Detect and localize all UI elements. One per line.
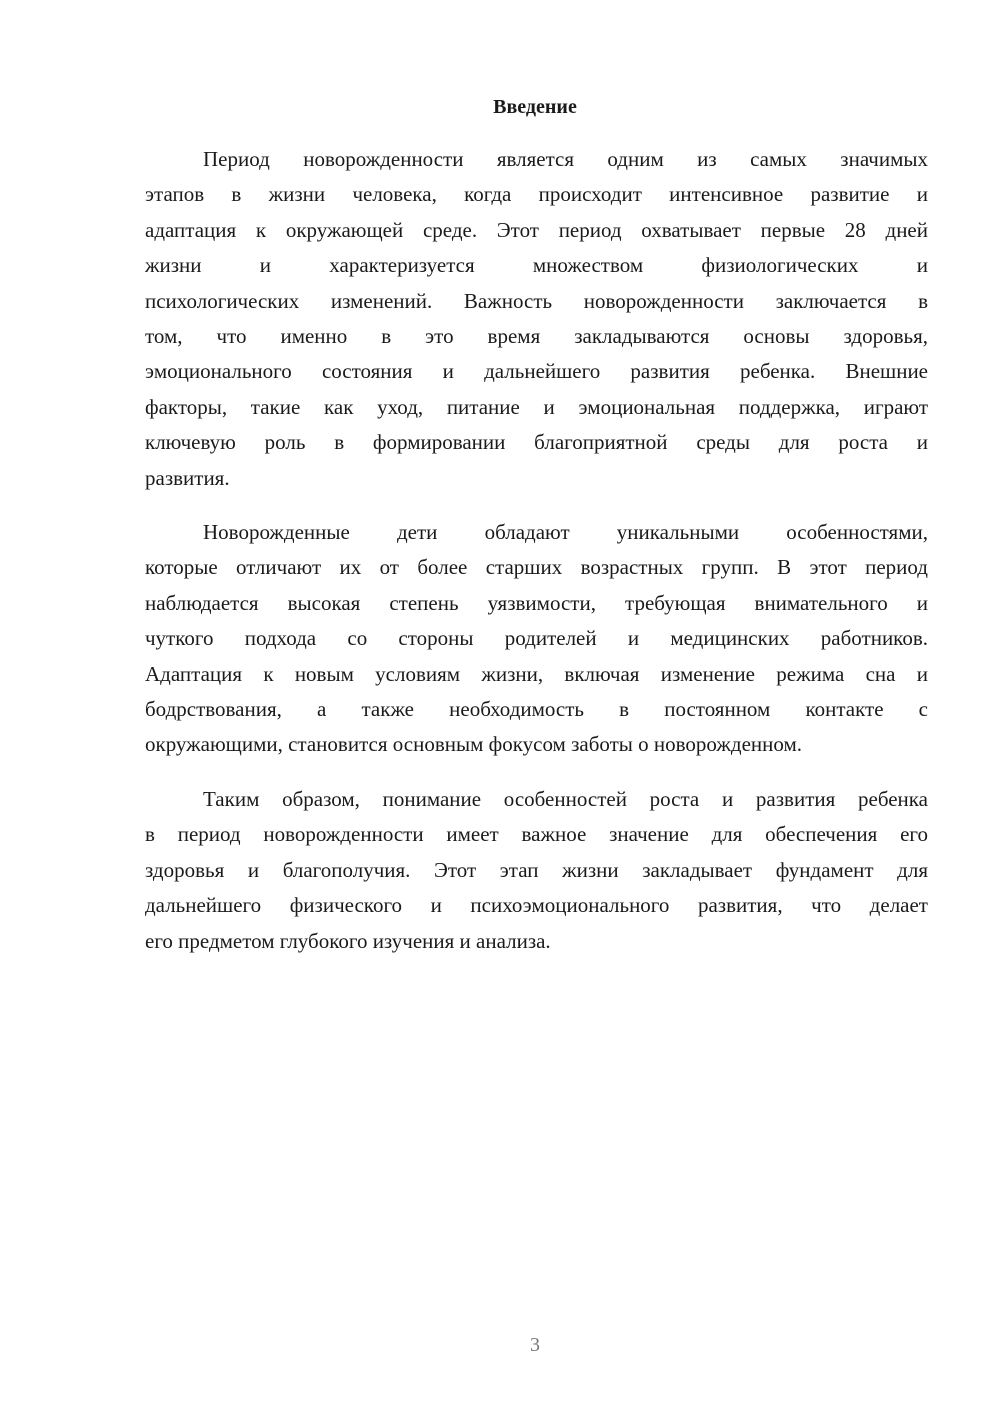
text-line: его предметом глубокого изучения и анализа. bbox=[145, 928, 551, 953]
text-line: Период новорожденности является одним из самых значимых bbox=[203, 147, 928, 171]
text-line: жизни и характеризуется множеством физиологических и bbox=[145, 253, 928, 278]
paragraph bbox=[145, 142, 928, 496]
text-line: бодрствования, а также необходимость в постоянном контакте с bbox=[145, 696, 928, 721]
text-line: в период новорожденности имеет важное значение для обеспечения его bbox=[145, 822, 928, 847]
text-line: Новорожденные дети обладают уникальными особенностями, bbox=[203, 520, 928, 544]
text-line: здоровья и благополучия. Этот этап жизни закладывает фундамент для bbox=[145, 857, 928, 882]
text-line: том, что именно в это время закладываются основы здоровья, bbox=[145, 323, 928, 348]
text-line: Таким образом, понимание особенностей роста и развития ребенка bbox=[203, 787, 928, 811]
text-line: развития. bbox=[145, 465, 230, 490]
text-line: Адаптация к новым условиям жизни, включая изменение режима сна и bbox=[145, 661, 928, 686]
page-number: 3 bbox=[530, 1334, 540, 1356]
text-line: эмоционального состояния и дальнейшего развития ребенка. Внешние bbox=[145, 359, 928, 384]
paragraph bbox=[145, 782, 928, 959]
text-line: факторы, такие как уход, питание и эмоциональная поддержка, играют bbox=[145, 394, 928, 419]
text-line: этапов в жизни человека, когда происходит интенсивное развитие и bbox=[145, 182, 928, 207]
text-line: окружающими, становится основным фокусом заботы о новорожденном. bbox=[145, 732, 803, 757]
section-title: Введение bbox=[493, 96, 577, 118]
paragraph bbox=[145, 515, 928, 763]
text-line: чуткого подхода со стороны родителей и медицинских работников. bbox=[145, 626, 928, 651]
text-line: адаптация к окружающей среде. Этот период охватывает первые 28 дней bbox=[145, 217, 928, 242]
text-line: которые отличают их от более старших возрастных групп. В этот период bbox=[145, 555, 928, 580]
text-line: ключевую роль в формировании благоприятной среды для роста и bbox=[145, 430, 928, 455]
text-line: наблюдается высокая степень уязвимости, требующая внимательного и bbox=[145, 590, 928, 615]
text-line: дальнейшего физического и психоэмоционального развития, что делает bbox=[145, 893, 928, 918]
text-line: психологических изменений. Важность новорожденности заключается в bbox=[145, 288, 928, 313]
